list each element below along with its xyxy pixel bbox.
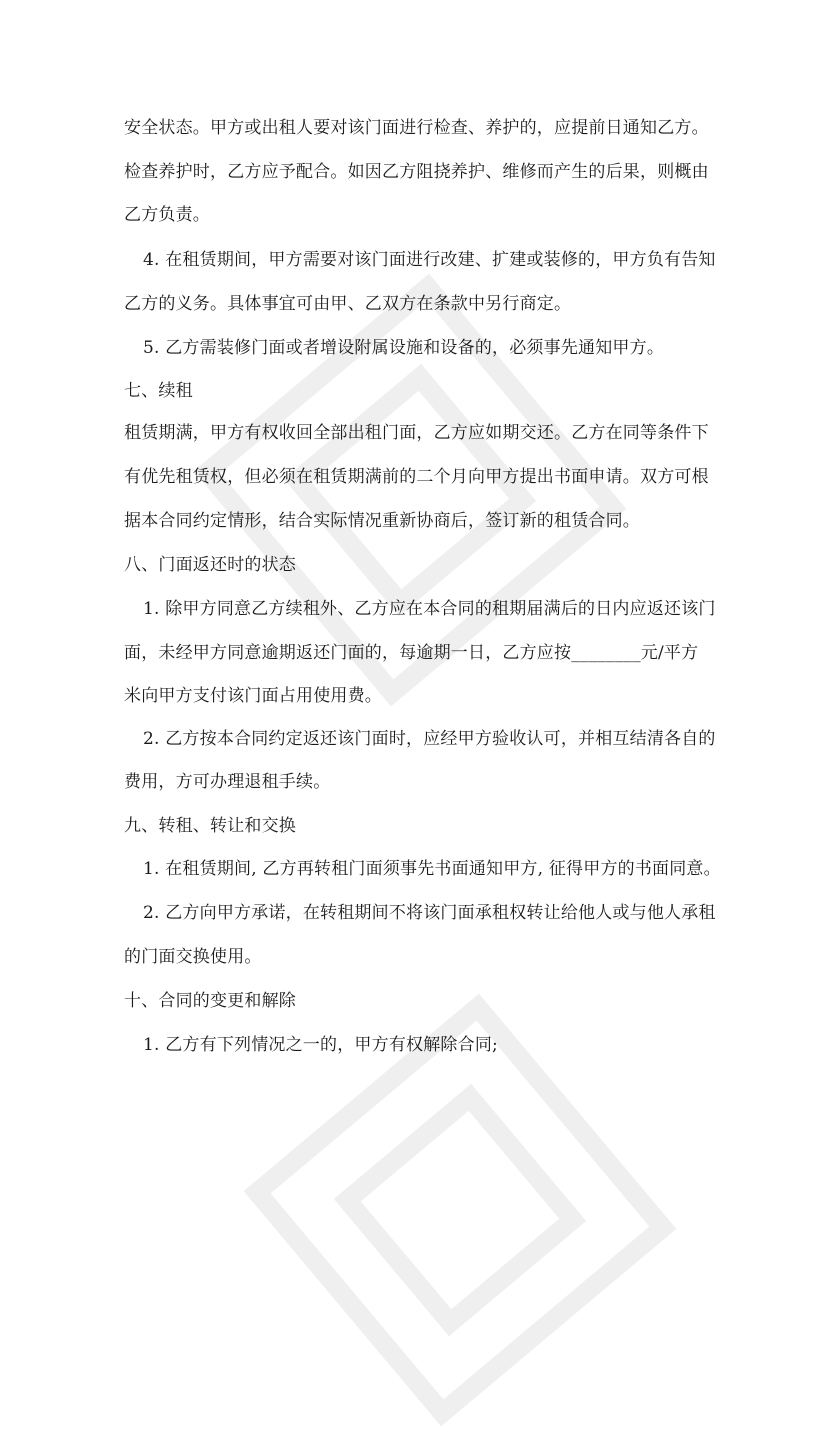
body-line: 有优先租赁权，但必须在租赁期满前的二个月向甲方提出书面申请。双方可根 — [124, 467, 709, 487]
section-heading: 七、续租 — [124, 381, 193, 401]
section-heading: 八、门面返还时的状态 — [124, 555, 296, 575]
body-line: 检查养护时，乙方应予配合。如因乙方阻挠养护、维修而产生的后果，则概由 — [124, 162, 709, 182]
section-heading: 九、转租、转让和交换 — [124, 816, 296, 836]
body-line: 米向甲方支付该门面占用使用费。 — [124, 686, 382, 706]
body-line: 据本合同约定情形，结合实际情况重新协商后，签订新的租赁合同。 — [124, 511, 640, 531]
body-line: 面，未经甲方同意逾期返还门面的，每逾期一日，乙方应按________元/平方 — [124, 643, 699, 663]
list-item-line: 4. 在租赁期间，甲方需要对该门面进行改建、扩建或装修的，甲方负有告知 — [143, 250, 716, 270]
body-line: 安全状态。甲方或出租人要对该门面进行检查、养护的，应提前日通知乙方。 — [124, 118, 709, 138]
list-item-line: 2. 乙方向甲方承诺，在转租期间不将该门面承租权转让给他人或与他人承租 — [143, 903, 716, 923]
list-item-line: 5. 乙方需装修门面或者增设附属设施和设备的，必须事先通知甲方。 — [143, 338, 665, 358]
list-item-line: 1. 乙方有下列情况之一的，甲方有权解除合同; — [143, 1035, 498, 1055]
body-line: 的门面交换使用。 — [124, 947, 262, 967]
body-line: 费用，方可办理退租手续。 — [124, 772, 331, 792]
list-item-line: 2. 乙方按本合同约定返还该门面时，应经甲方验收认可，并相互结清各自的 — [143, 729, 716, 749]
body-line: 乙方负责。 — [124, 205, 210, 225]
body-line: 租赁期满，甲方有权收回全部出租门面，乙方应如期交还。乙方在同等条件下 — [124, 423, 709, 443]
section-heading: 十、合同的变更和解除 — [124, 991, 296, 1011]
body-line: 乙方的义务。具体事宜可由甲、乙双方在条款中另行商定。 — [124, 294, 572, 314]
list-item-line: 1. 在租赁期间, 乙方再转租门面须事先书面通知甲方, 征得甲方的书面同意。 — [143, 859, 721, 879]
list-item-line: 1. 除甲方同意乙方续租外、乙方应在本合同的租期届满后的日内应返还该门 — [143, 599, 716, 619]
